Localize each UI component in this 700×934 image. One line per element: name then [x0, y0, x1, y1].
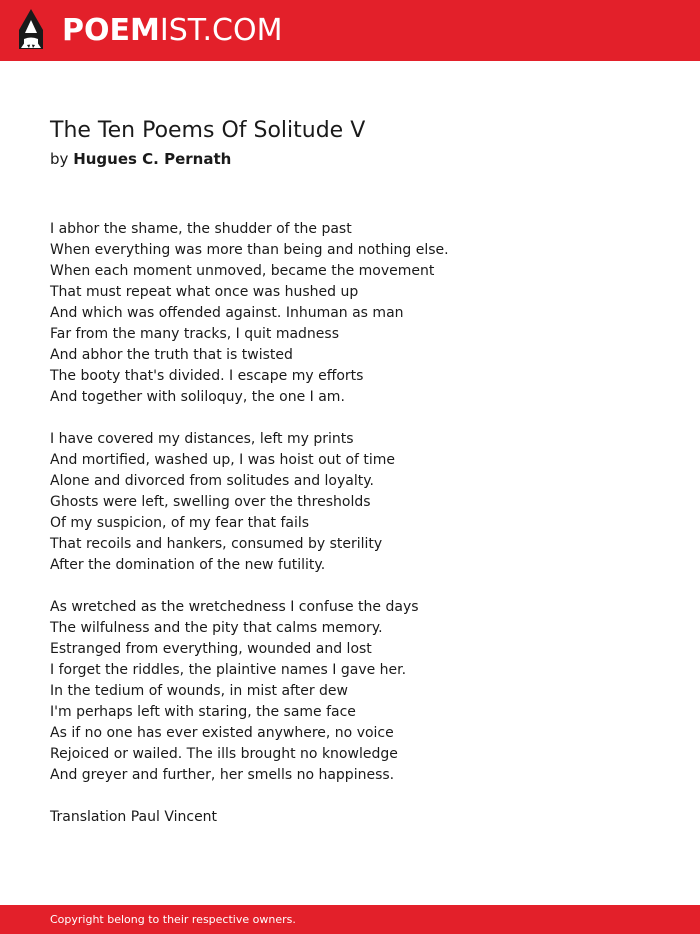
poem-line: The booty that's divided. I escape my efforts: [50, 368, 364, 384]
site-footer: [0, 905, 700, 934]
poem-line: In the tedium of wounds, in mist after dew: [50, 683, 348, 699]
poem-line: I abhor the shame, the shudder of the past: [50, 221, 352, 237]
by-label: by: [50, 150, 69, 168]
poem-line: Alone and divorced from solitudes and loyalty.: [50, 473, 374, 489]
byline: [50, 149, 231, 169]
poem-body: [50, 219, 650, 849]
poem-line: When everything was more than being and nothing else.: [50, 242, 449, 258]
poem-line: And which was offended against. Inhuman as man: [50, 305, 404, 321]
copyright-text: Copyright belong to their respective owners.: [50, 913, 296, 926]
site-header: [0, 0, 700, 61]
poem-line: The wilfulness and the pity that calms memory.: [50, 620, 383, 636]
poem-line: Ghosts were left, swelling over the thresholds: [50, 494, 371, 510]
logo-light-text: IST.COM: [159, 13, 283, 48]
site-logo[interactable]: [62, 14, 282, 48]
logo-bold-text: POEM: [62, 13, 160, 48]
poem-line: As if no one has ever existed anywhere, no voice: [50, 725, 394, 741]
poem-line: Estranged from everything, wounded and lost: [50, 641, 372, 657]
poem-line: And greyer and further, her smells no happiness.: [50, 767, 395, 783]
poem-line: When each moment unmoved, became the movement: [50, 263, 435, 279]
poem-line: Rejoiced or wailed. The ills brought no knowledge: [50, 746, 398, 762]
poem-line: After the domination of the new futility.: [50, 557, 326, 573]
poem-line: I have covered my distances, left my prints: [50, 431, 354, 447]
author-name[interactable]: Hugues C. Pernath: [73, 150, 232, 168]
stanza: [50, 429, 650, 576]
pen-nib-logo-icon[interactable]: [18, 9, 44, 51]
poem-line: I'm perhaps left with staring, the same face: [50, 704, 356, 720]
poem-line: And together with soliloquy, the one I am.: [50, 389, 345, 405]
poem-line: That recoils and hankers, consumed by sterility: [50, 536, 383, 552]
poem-line: Of my suspicion, of my fear that fails: [50, 515, 310, 531]
poem-title: The Ten Poems Of Solitude V: [50, 118, 366, 143]
poem-line: And mortified, washed up, I was hoist out of time: [50, 452, 396, 468]
poem-line: I forget the riddles, the plaintive names I gave her.: [50, 662, 407, 678]
poem-line: And abhor the truth that is twisted: [50, 347, 293, 363]
poem-line: As wretched as the wretchedness I confuse the days: [50, 599, 419, 615]
poem-line: Translation Paul Vincent: [50, 809, 218, 825]
poem-line: That must repeat what once was hushed up: [50, 284, 359, 300]
poem-line: Far from the many tracks, I quit madness: [50, 326, 340, 342]
stanza: [50, 597, 650, 786]
stanza: [50, 807, 650, 828]
stanza: [50, 219, 650, 408]
